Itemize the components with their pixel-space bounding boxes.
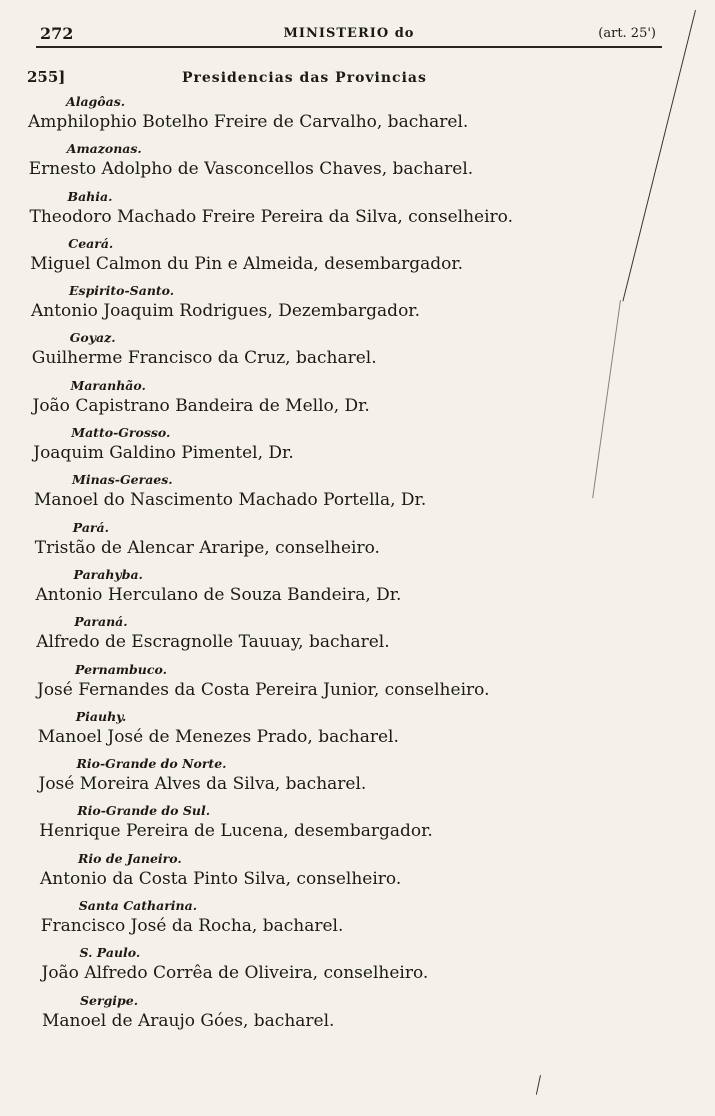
- president-name: João Alfredo Corrêa de Oliveira, conselheiro.: [41, 963, 429, 984]
- president-name: Guilherme Francisco da Cruz, bacharel.: [31, 348, 377, 369]
- list-item: [28, 614, 668, 661]
- list-item: [28, 945, 668, 992]
- list-item: [28, 94, 668, 141]
- province-name: Santa Catharina.: [78, 898, 198, 914]
- province-name: Amazonas.: [66, 141, 142, 157]
- province-name: Goyaz.: [69, 330, 116, 346]
- province-name: S. Paulo.: [79, 945, 141, 961]
- list-item: [28, 803, 668, 850]
- page-number: 272: [40, 24, 74, 43]
- president-name: Tristão de Alencar Araripe, conselheiro.: [34, 537, 380, 558]
- list-item: [28, 520, 668, 567]
- running-title: MINISTERIO do: [283, 26, 415, 41]
- list-item: [28, 425, 668, 472]
- list-item: [28, 283, 668, 330]
- presidents-list: [28, 94, 668, 1040]
- president-name: Francisco José da Rocha, bacharel.: [40, 916, 344, 937]
- list-item: [28, 851, 668, 898]
- list-item: [28, 709, 668, 756]
- province-name: Espirito-Santo.: [69, 283, 175, 299]
- province-name: Minas-Geraes.: [72, 472, 173, 488]
- province-name: Ceará.: [68, 235, 114, 251]
- margin-pencil-mark: [536, 1075, 541, 1095]
- list-item: [28, 993, 668, 1040]
- province-name: Rio de Janeiro.: [78, 850, 182, 866]
- president-name: Ernesto Adolpho de Vasconcellos Chaves, bacharel.: [28, 159, 474, 180]
- list-item: [28, 330, 668, 377]
- president-name: Manoel do Nascimento Machado Portella, Dr.: [34, 490, 427, 511]
- president-name: Manoel José de Menezes Prado, bacharel.: [37, 726, 399, 747]
- province-name: Maranhão.: [70, 377, 146, 393]
- president-name: Antonio Joaquim Rodrigues, Dezembargador.: [31, 301, 420, 322]
- province-name: Pernambuco.: [75, 661, 167, 677]
- list-item: [28, 236, 668, 283]
- president-name: João Capistrano Bandeira de Mello, Dr.: [32, 395, 370, 416]
- province-name: Alagôas.: [66, 94, 126, 109]
- president-name: Antonio da Costa Pinto Silva, conselheiro.: [40, 868, 402, 889]
- province-name: Piauhy.: [75, 708, 127, 724]
- president-name: Alfredo de Escragnolle Tauuay, bacharel.: [36, 632, 390, 653]
- president-name: José Moreira Alves da Silva, bacharel.: [38, 774, 367, 795]
- section-number: 255]: [27, 68, 66, 86]
- province-name: Paraná.: [74, 614, 128, 630]
- list-item: [28, 898, 668, 945]
- president-name: Theodoro Machado Freire Pereira da Silva, conselheiro.: [29, 206, 513, 227]
- president-name: Miguel Calmon du Pin e Almeida, desembargador.: [30, 253, 463, 274]
- president-name: José Fernandes da Costa Pereira Junior, conselheiro.: [37, 679, 490, 700]
- president-name: Amphilophio Botelho Freire de Carvalho, bacharel.: [28, 112, 469, 132]
- province-name: Matto-Grosso.: [71, 425, 171, 441]
- list-item: [28, 662, 668, 709]
- list-item: [28, 756, 668, 803]
- province-name: Parahyba.: [73, 566, 143, 582]
- president-name: Manoel de Araujo Góes, bacharel.: [42, 1010, 335, 1031]
- list-item: [28, 472, 668, 519]
- province-name: Bahia.: [67, 188, 113, 204]
- province-name: Rio-Grande do Norte.: [76, 756, 227, 772]
- president-name: Antonio Herculano de Souza Bandeira, Dr.: [35, 584, 402, 605]
- province-name: Rio-Grande do Sul.: [77, 803, 211, 819]
- list-item: [28, 567, 668, 614]
- list-item: [28, 378, 668, 425]
- province-name: Pará.: [72, 519, 109, 535]
- article-reference: (art. 25'): [598, 26, 656, 41]
- president-name: Joaquim Galdino Pimentel, Dr.: [33, 443, 294, 464]
- president-name: Henrique Pereira de Lucena, desembargador.: [39, 821, 433, 842]
- section-title: Presidencias das Provincias: [182, 70, 427, 86]
- page-header: [36, 22, 662, 48]
- list-item: [28, 189, 668, 236]
- province-name: Sergipe.: [80, 992, 139, 1008]
- list-item: [28, 141, 668, 188]
